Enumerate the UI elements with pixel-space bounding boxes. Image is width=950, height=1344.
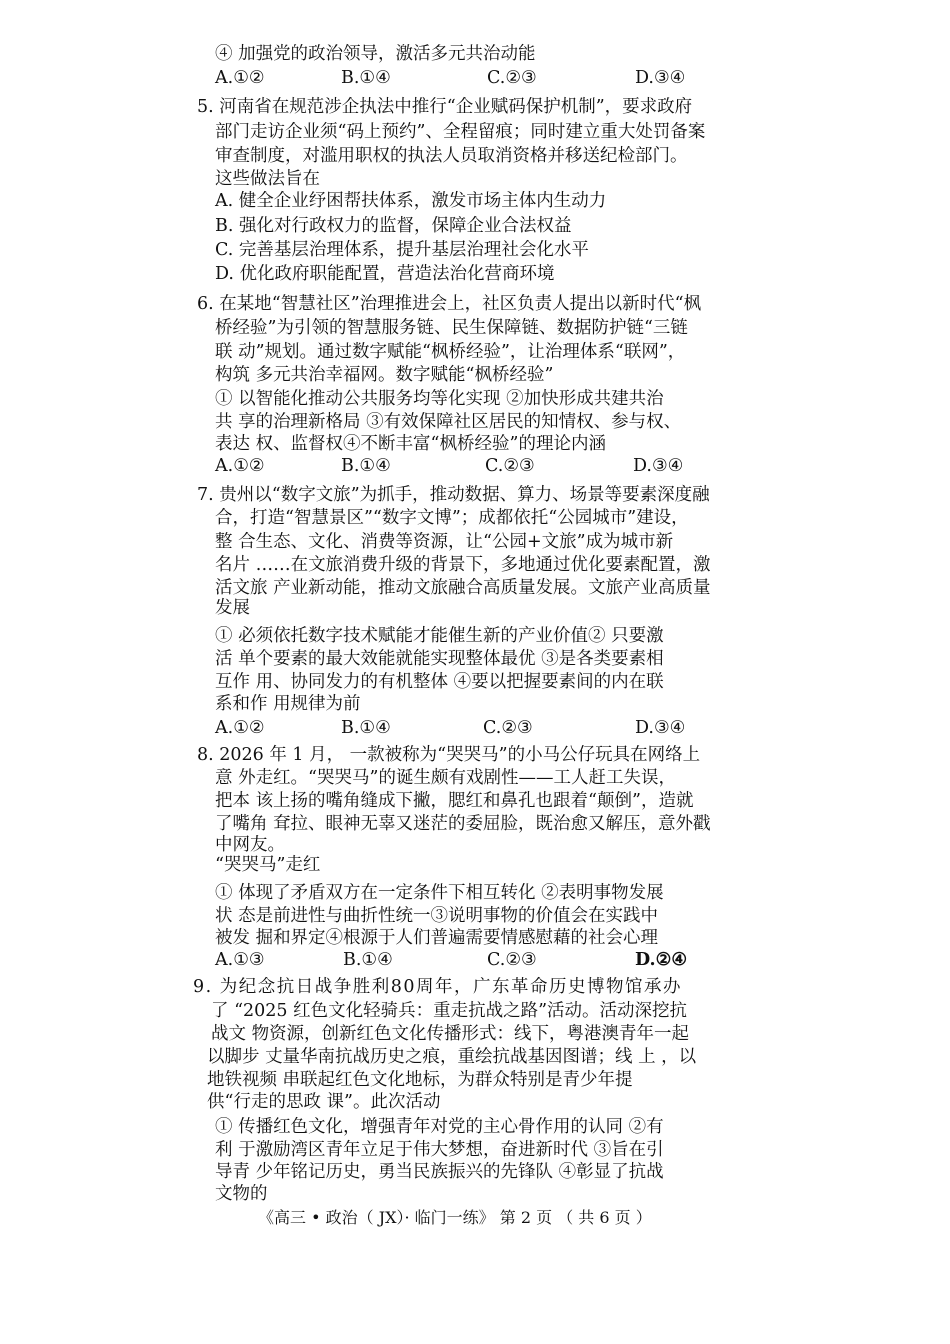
q6-stem-line: 桥经验”为引领的智慧服务链、民生保障链、数据防护链“三链: [215, 318, 688, 338]
q8-stem-line: 把本 该上扬的嘴角缝成下撇，腮红和鼻孔也跟着“颠倒”，造就: [215, 791, 694, 811]
q7-item-line: 活 单个要素的最大效能就能实现整体最优 ③是各类要素相: [215, 649, 664, 669]
page-footer: 《高三 • 政治（ JX）· 临门一练》 第 2 页 （ 共 6 页 ）: [258, 1208, 652, 1227]
q8-item-line: 状 态是前进性与曲折性统一③说明事物的价值会在实践中: [215, 906, 659, 926]
q8-stem-line: 8. 2026 年 1 月， 一款被称为“哭哭马”的小马公仔玩具在网络上: [197, 745, 701, 765]
q9-stem-line: 9. 为纪念抗日战争胜利80周年，广东革命历史博物馆承办: [193, 977, 683, 997]
q5-stem-line: 部门走访企业须“码上预约”、全程留痕；同时建立重大处罚备案: [215, 122, 706, 142]
q8-stem-line: 中网友。: [215, 835, 285, 855]
q6-stem-line: 6. 在某地“智慧社区”治理推进会上，社区负责人提出以新时代“枫: [197, 294, 702, 314]
q7-option-d: D.③④: [635, 718, 686, 738]
q7-stem-line: 发展: [215, 598, 250, 618]
q8-item-line: ① 体现了矛盾双方在一定条件下相互转化 ②表明事物发展: [215, 883, 664, 903]
q4-item-4: ④ 加强党的政治领导，激活多元共治动能: [215, 44, 536, 64]
q7-stem-line: 合，打造“智慧景区”“数字文博”；成都依托“公园城市”建设，: [215, 508, 689, 528]
q9-item-line: 导青 少年铭记历史，勇当民族振兴的先锋队 ④彰显了抗战: [215, 1162, 664, 1182]
q7-stem-line: 活文旅 产业新动能，推动文旅融合高质量发展。文旅产业高质量: [215, 578, 711, 598]
q7-stem-line: 整 合生态、文化、消费等资源，让“公园+文旅”成为城市新: [215, 532, 674, 552]
q5-stem-line: 5. 河南省在规范涉企执法中推行“企业赋码保护机制”，要求政府: [197, 97, 693, 117]
q8-stem-line: 了嘴角 耷拉、眼神无辜又迷茫的委屈脸，既治愈又解压，意外戳: [215, 814, 711, 834]
q5-choice-b: B. 强化对行政权力的监督，保障企业合法权益: [215, 216, 572, 236]
q9-stem-line: 以脚步 丈量华南抗战历史之痕，重绘抗战基因图谱；线 上 ，以: [207, 1047, 697, 1067]
q5-choice-d: D. 优化政府职能配置，营造法治化营商环境: [215, 264, 555, 284]
q8-stem-line: 意 外走红。“哭哭马”的诞生颇有戏剧性——工人赶工失误，: [215, 768, 676, 788]
q8-item-line: 被发 掘和界定④根源于人们普遍需要情感慰藉的社会心理: [215, 928, 659, 948]
q7-option-b: B.①④: [341, 718, 391, 738]
q6-stem-line: 联 动”规划。通过数字赋能“枫桥经验”，让治理体系“联网”，: [215, 342, 686, 362]
q9-item-line: ① 传播红色文化，增强青年对党的主心骨作用的认同 ②有: [215, 1117, 664, 1137]
q8-option-d: D.②④: [635, 950, 688, 970]
q4-option-c: C.②③: [487, 68, 537, 88]
q6-stem-line: 构筑 多元共治幸福网。数字赋能“枫桥经验”: [215, 365, 554, 385]
q9-stem-line: 地铁视频 串联起红色文化地标，为群众特别是青少年提: [207, 1070, 633, 1090]
q6-item-line: 表达 权、监督权④不断丰富“枫桥经验”的理论内涵: [215, 434, 606, 454]
q7-item-line: 互作 用、协同发力的有机整体 ④要以把握要素间的内在联: [215, 672, 664, 692]
q7-option-c: C.②③: [483, 718, 533, 738]
q5-choice-c: C. 完善基层治理体系，提升基层治理社会化水平: [215, 240, 589, 260]
q8-option-a: A.①③: [215, 950, 265, 970]
q4-option-a: A.①②: [215, 68, 265, 88]
q7-stem-line: 名片 ……在文旅消费升级的背景下，多地通过优化要素配置，激: [215, 555, 711, 575]
q4-option-b: B.①④: [341, 68, 391, 88]
q9-item-line: 利 于激励湾区青年立足于伟大梦想，奋进新时代 ③旨在引: [215, 1140, 664, 1160]
q6-option-d: D.③④: [633, 456, 684, 476]
q4-option-d: D.③④: [635, 68, 686, 88]
q9-stem-line: 了 “2025 红色文化轻骑兵：重走抗战之路”活动。活动深挖抗: [211, 1001, 688, 1021]
q5-stem-line: 审查制度，对滥用职权的执法人员取消资格并移送纪检部门。: [215, 146, 688, 166]
q6-option-a: A.①②: [215, 456, 265, 476]
q9-stem-line: 战文 物资源，创新红色文化传播形式：线下，粤港澳青年一起: [211, 1024, 690, 1044]
q7-stem-line: 7. 贵州以“数字文旅”为抓手，推动数据、算力、场景等要素深度融: [197, 485, 710, 505]
q8-stem-line: “哭哭马”走红: [215, 855, 321, 875]
q7-item-line: ① 必须依托数字技术赋能才能催生新的产业价值② 只要激: [215, 626, 664, 646]
q6-item-line: ① 以智能化推动公共服务均等化实现 ②加快形成共建共治: [215, 389, 664, 409]
q6-option-c: C.②③: [485, 456, 535, 476]
q8-option-c: C.②③: [487, 950, 537, 970]
q9-stem-line: 供“行走的思政 课”。此次活动: [207, 1092, 441, 1112]
q6-option-b: B.①④: [341, 456, 391, 476]
q5-stem-line: 这些做法旨在: [215, 169, 320, 189]
q7-item-line: 系和作 用规律为前: [215, 694, 361, 714]
q7-option-a: A.①②: [215, 718, 265, 738]
q9-item-line: 文物的: [215, 1184, 268, 1204]
q5-choice-a: A. 健全企业纾困帮扶体系，激发市场主体内生动力: [215, 191, 607, 211]
q6-item-line: 共 享的治理新格局 ③有效保障社区居民的知情权、参与权、: [215, 412, 682, 432]
q8-option-b: B.①④: [343, 950, 393, 970]
